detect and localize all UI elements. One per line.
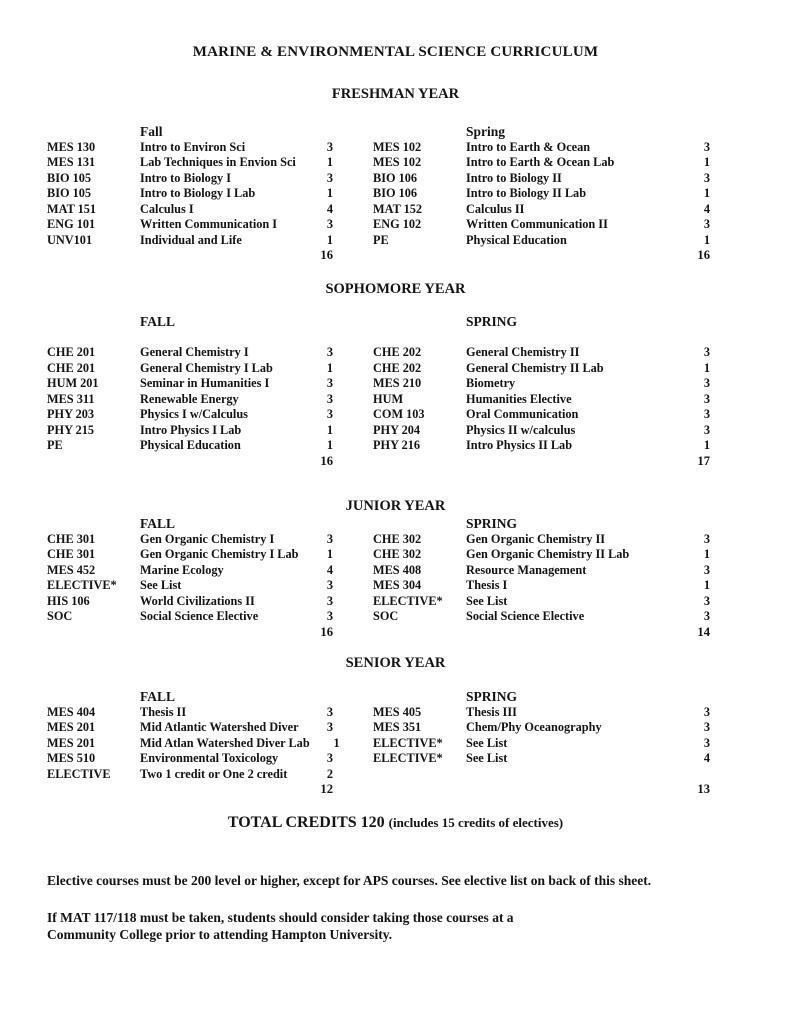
course-credits: 1 [333,735,340,750]
course-code: CHE 201 [47,345,96,359]
course-code: MAT 152 [373,201,423,216]
course-title: See List [140,578,182,592]
course-code: CHE 202 [373,345,422,359]
semester-header [47,689,333,705]
course-list [373,532,710,641]
course-credits: 1 [703,547,710,561]
course-title: Environmental Toxicology [140,751,279,765]
spacer [140,248,303,264]
course-credits: 1 [703,186,710,200]
course-code: CHE 302 [373,547,422,561]
semester-header [373,124,710,140]
fall-label: FALL [140,516,176,531]
course-credits: 1 [326,360,333,375]
mat-note [0,909,791,943]
course-code: MES 452 [47,562,96,577]
semester-header [47,124,333,140]
course-code: MES 510 [47,751,96,765]
course-code: MES 131 [47,155,96,169]
mat-note-line: Community College prior to attending Hampton University. [47,926,393,942]
course-code: ELECTIVE* [373,735,443,750]
course-credits: 1 [326,422,333,437]
spring-label: Spring [466,124,506,139]
semester-columns [0,689,791,798]
spacer [466,248,680,264]
course-row [373,171,710,187]
course-title: Thesis III [466,704,517,719]
course-credits: 3 [326,376,333,390]
course-credits: 1 [703,360,710,375]
semester-header [373,689,710,705]
course-code: MES 408 [373,562,422,577]
course-code: UNV101 [47,232,93,247]
spacer [47,248,140,264]
spring-column [373,516,710,640]
course-title: Intro to Environ Sci [140,139,246,154]
course-title: Seminar in Humanities I [140,376,270,390]
course-credits: 3 [703,704,710,719]
course-credits: 4 [703,201,710,216]
course-title: Marine Ecology [140,562,224,577]
course-row [47,376,333,392]
course-row [373,202,710,218]
spacer [140,454,303,470]
course-credits: 3 [703,422,710,437]
course-credits: 1 [326,547,333,561]
course-credits: 3 [326,704,333,719]
course-row [373,186,710,202]
course-row [373,705,710,721]
course-credits: 1 [326,186,333,200]
course-title: Intro to Earth & Ocean Lab [466,155,615,169]
course-title: Thesis II [140,704,187,719]
course-title: Intro to Earth & Ocean [466,139,591,154]
course-credits: 3 [703,345,710,359]
course-title: Chem/Phy Oceanography [466,720,602,734]
year-section-sophomore [0,281,791,470]
spacer [47,782,140,798]
course-row [373,751,710,767]
spacer [466,454,680,470]
course-code: BIO 106 [373,186,418,200]
course-row [47,438,333,454]
course-row [47,609,333,625]
course-code: MES 201 [47,735,96,750]
course-list [47,532,333,641]
course-list [373,705,710,798]
course-title: General Chemistry II [466,345,580,359]
semester-total-row [373,625,710,641]
spacer [373,782,466,798]
course-credits: 1 [326,438,333,452]
course-row [47,720,333,736]
course-title: Written Communication II [466,217,608,231]
spacer [47,454,140,470]
course-title: Gen Organic Chemistry I [140,531,275,546]
course-title: Lab Techniques in Envion Sci [140,155,296,169]
course-credits: 3 [326,217,333,231]
course-row [47,392,333,408]
course-code: PHY 215 [47,422,95,437]
course-row [47,735,340,752]
course-list [47,704,340,798]
course-row [47,705,333,721]
course-credits: 3 [326,609,333,623]
course-credits: 3 [326,345,333,359]
course-row [373,376,710,392]
course-credits: 1 [326,232,333,247]
course-credits: 1 [703,578,710,592]
semester-header [373,314,710,330]
spacer [140,625,303,641]
spring-label: SPRING [466,516,518,531]
spacer [140,782,303,798]
course-row [373,233,710,249]
course-title: Gen Organic Chemistry II Lab [466,547,630,561]
course-row [47,594,333,610]
course-title: Intro to Biology II Lab [466,186,587,200]
course-code: ELECTIVE* [373,593,443,608]
course-list [373,345,710,469]
course-credits: 3 [703,407,710,421]
course-row [47,423,333,439]
year-heading: SOPHOMORE YEAR [325,280,466,297]
course-title: Social Science Elective [140,609,259,623]
course-row [47,345,333,361]
course-title: Individual and Life [140,232,242,247]
course-code: PHY 216 [373,438,421,452]
fall-label: Fall [140,124,163,139]
course-code: PE [373,232,389,247]
course-credits: 3 [326,531,333,546]
fall-label: FALL [140,689,176,704]
course-credits: 3 [703,139,710,154]
course-title: Humanities Elective [466,391,572,406]
semester-header [47,314,333,330]
course-row [47,407,333,423]
course-credits: 2 [326,766,333,781]
course-row [373,407,710,423]
course-code: MES 102 [373,155,422,169]
course-code: CHE 201 [47,360,96,375]
semester-total-row [47,782,333,798]
course-code: CHE 301 [47,547,96,561]
course-title: Mid Atlan Watershed Diver Lab [140,735,310,750]
course-row [47,186,333,202]
semester-total-row [47,625,333,641]
spring-label: SPRING [466,689,518,704]
course-credits: 1 [703,438,710,452]
course-code: MES 404 [47,704,96,719]
total-credits-line [0,814,791,832]
semester-total: 14 [697,624,710,639]
semester-columns [0,314,791,470]
page-title: MARINE & ENVIRONMENTAL SCIENCE CURRICULUM [192,44,599,60]
course-list [373,140,710,264]
course-row [47,361,333,377]
course-code: ELECTIVE* [373,751,443,765]
course-row [373,423,710,439]
spring-column [373,124,710,264]
course-code: MES 351 [373,720,422,734]
course-code: ENG 102 [373,217,422,231]
course-title: Calculus II [466,201,525,216]
course-row [47,563,333,579]
course-code: BIO 105 [47,170,92,185]
mat-note-line: If MAT 117/118 must be taken, students should consider taking those courses at a [47,909,514,925]
course-credits: 3 [703,609,710,623]
course-title: General Chemistry I [140,345,249,359]
course-title: Intro Physics I Lab [140,422,242,437]
semester-total: 16 [320,624,333,639]
course-code: MES 311 [47,391,95,406]
course-title: General Chemistry I Lab [140,360,273,375]
course-credits: 3 [326,139,333,154]
course-title: World Civilizations II [140,593,255,608]
course-code: ENG 101 [47,217,96,231]
course-credits: 3 [703,562,710,577]
course-code: PE [47,438,63,452]
course-title: Intro Physics II Lab [466,438,573,452]
year-heading: JUNIOR YEAR [345,498,446,514]
course-credits: 1 [703,155,710,169]
spacer-row [373,767,710,783]
course-list [47,140,333,264]
year-section-freshman [0,86,791,264]
semester-total: 16 [320,453,333,468]
course-credits: 3 [326,391,333,406]
course-credits: 3 [326,593,333,608]
year-heading: FRESHMAN YEAR [331,86,460,102]
course-title: Written Communication I [140,217,278,231]
course-row [373,217,710,233]
course-code: ELECTIVE [47,766,111,781]
course-code: MES 210 [373,376,422,390]
course-row [47,547,333,563]
fall-column [47,314,333,470]
course-title: Calculus I [140,201,194,216]
course-title: Physical Education [466,232,567,247]
course-title: Social Science Elective [466,609,585,623]
course-credits: 3 [326,751,333,765]
course-title: Intro to Biology II [466,170,562,185]
course-code: SOC [47,609,73,623]
year-section-senior [0,655,791,798]
total-credits-parenthetical: (includes 15 credits of electives) [388,814,564,830]
spring-column [373,314,710,470]
course-row [373,361,710,377]
fall-column [47,516,333,640]
course-title: General Chemistry II Lab [466,360,604,375]
course-credits: 3 [703,391,710,406]
course-row [373,345,710,361]
course-code: MES 130 [47,139,96,154]
course-row [47,233,333,249]
course-row [373,547,710,563]
elective-note: Elective courses must be 200 level or higher, except for APS courses. See elective list on back of this sheet. [47,872,652,888]
course-code: COM 103 [373,407,425,421]
spring-label: SPRING [466,313,518,329]
semester-total: 12 [320,782,333,796]
fall-label: FALL [140,313,176,329]
fall-column [47,689,340,798]
spacer [466,625,680,641]
course-title: See List [466,593,508,608]
course-title: Intro to Biology I [140,170,231,185]
spacer [47,625,140,641]
course-row [373,392,710,408]
semester-total-row [373,782,710,798]
course-code: MES 102 [373,139,422,154]
course-row [47,140,333,156]
course-code: MES 405 [373,704,422,719]
semester-columns [0,124,791,264]
course-code: MES 304 [373,578,422,592]
course-row [47,751,333,767]
course-code: BIO 106 [373,170,418,185]
course-row [47,202,333,218]
semester-total: 16 [697,248,710,262]
course-credits: 3 [703,376,710,390]
total-credits-main: TOTAL CREDITS 120 [227,813,385,831]
course-title: Biometry [466,376,516,390]
semester-total: 13 [697,782,710,796]
semester-total: 17 [697,453,710,468]
course-code: BIO 105 [47,186,92,200]
course-code: MAT 151 [47,201,97,216]
course-title: Renewable Energy [140,391,239,406]
course-row [373,140,710,156]
course-code: ELECTIVE* [47,578,117,592]
year-heading: SENIOR YEAR [345,655,446,671]
course-code: PHY 204 [373,422,421,437]
course-row [47,767,333,783]
course-code: CHE 202 [373,360,422,375]
course-title: Oral Communication [466,407,579,421]
semester-total-row [47,454,333,470]
course-code: SOC [373,609,399,623]
course-code: CHE 301 [47,531,96,546]
course-credits: 1 [326,155,333,169]
semester-header [373,516,710,532]
course-row [373,736,710,752]
semester-columns [0,516,791,640]
year-section-junior [0,498,791,640]
course-code: CHE 302 [373,531,422,546]
course-row [47,532,333,548]
semester-total: 16 [320,248,333,262]
course-row [373,609,710,625]
course-code: HUM [373,391,404,406]
semester-total-row [373,248,710,264]
course-credits: 4 [703,751,710,765]
course-credits: 3 [703,170,710,185]
spring-column [373,689,710,798]
fall-column [47,124,333,264]
course-credits: 3 [703,593,710,608]
course-title: Mid Atlantic Watershed Diver [140,720,299,734]
spacer [373,248,466,264]
semester-header [47,516,333,532]
course-title: See List [466,735,508,750]
semester-total-row [373,454,710,470]
course-credits: 3 [326,720,333,734]
course-title: Physics I w/Calculus [140,407,248,421]
course-title: Two 1 credit or One 2 credit [140,766,288,781]
course-code: HIS 106 [47,593,90,608]
course-code: HUM 201 [47,376,99,390]
course-list [47,345,333,469]
course-row [373,720,710,736]
course-row [373,438,710,454]
spacer [373,454,466,470]
course-row [373,563,710,579]
course-credits: 3 [326,578,333,592]
course-title: Gen Organic Chemistry II [466,531,606,546]
course-title: Resource Management [466,562,587,577]
course-credits: 1 [703,232,710,247]
course-row [47,171,333,187]
course-credits: 4 [326,201,333,216]
course-credits: 4 [326,562,333,577]
course-code: MES 201 [47,720,96,734]
spacer [373,625,466,641]
course-row [47,217,333,233]
course-row [373,532,710,548]
course-row [373,155,710,171]
course-row [373,594,710,610]
course-credits: 3 [703,720,710,734]
course-title: Thesis I [466,578,508,592]
course-title: See List [466,751,508,765]
course-code: PHY 203 [47,407,95,421]
course-credits: 3 [703,531,710,546]
course-title: Intro to Biology I Lab [140,186,256,200]
course-credits: 3 [703,735,710,750]
spacer [466,782,680,798]
course-row [373,578,710,594]
course-credits: 3 [703,217,710,231]
semester-total-row [47,248,333,264]
course-title: Physics II w/calculus [466,422,576,437]
course-row [47,578,333,594]
course-row [47,155,333,171]
course-title: Physical Education [140,438,241,452]
course-credits: 3 [326,407,333,421]
course-credits: 3 [326,170,333,185]
spacer [373,767,466,783]
course-title: Gen Organic Chemistry I Lab [140,547,299,561]
